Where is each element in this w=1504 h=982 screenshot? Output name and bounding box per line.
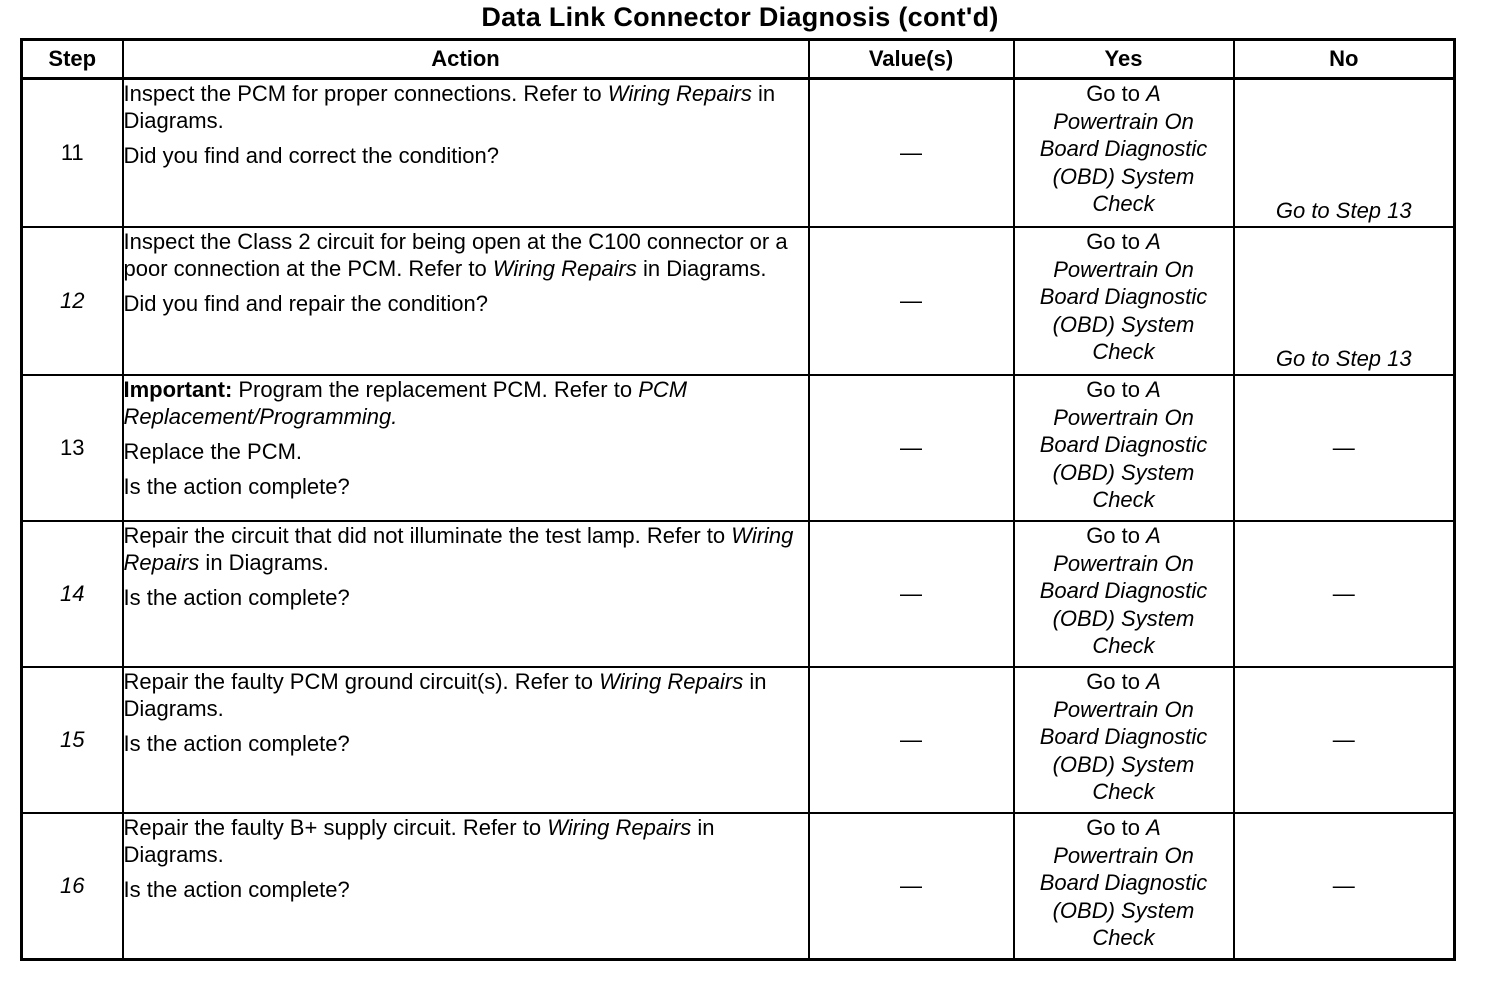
yes-cell	[1014, 227, 1234, 375]
text-run: Board Diagnostic	[1039, 578, 1208, 603]
text-run: Inspect the Class 2 circuit for being open at the C100 connector or a poor connection at the PCM. Refer to	[123, 229, 788, 281]
table-row	[22, 375, 1455, 521]
action-cell	[123, 227, 809, 375]
no-cell: —	[1234, 667, 1455, 813]
no-cell: —	[1234, 375, 1455, 521]
text-run: Board Diagnostic	[1039, 724, 1208, 749]
text-run: Did you find and correct the condition?	[123, 143, 499, 168]
yes-line	[1015, 577, 1233, 605]
text-run: Powertrain On	[1053, 404, 1194, 430]
text-run: in Diagrams.	[123, 815, 715, 867]
text-run: Is the action complete?	[123, 731, 350, 756]
page-title: Data Link Connector Diagnosis (cont'd)	[481, 2, 999, 32]
header-row	[22, 40, 1455, 79]
yes-line	[1015, 869, 1233, 897]
text-run: Wiring Repairs	[547, 815, 692, 840]
table-row	[22, 227, 1455, 375]
text-run: Is the action complete?	[123, 877, 350, 902]
text-run: Wiring Repairs	[492, 256, 637, 281]
text-run: Powertrain On	[1053, 696, 1194, 722]
action-paragraph	[124, 876, 808, 903]
step-number: 14	[22, 521, 123, 667]
value-cell: —	[809, 521, 1014, 667]
action-paragraph	[124, 376, 808, 430]
text-run: in Diagrams.	[199, 550, 329, 575]
yes-line	[1015, 778, 1233, 806]
text-run: (OBD) System	[1052, 751, 1195, 777]
action-paragraph	[124, 142, 808, 169]
text-run: A	[1146, 229, 1161, 254]
yes-line	[1015, 486, 1233, 514]
text-run: (OBD) System	[1052, 897, 1195, 923]
action-cell	[123, 521, 809, 667]
column-header-action: Action	[123, 40, 809, 79]
yes-cell	[1014, 667, 1234, 813]
action-cell	[123, 813, 809, 960]
action-paragraph	[124, 730, 808, 757]
column-header-step: Step	[22, 40, 123, 79]
yes-cell	[1014, 521, 1234, 667]
yes-line	[1015, 135, 1233, 163]
yes-line	[1015, 924, 1233, 952]
yes-line	[1015, 522, 1233, 550]
yes-line	[1015, 550, 1233, 578]
text-run: Is the action complete?	[123, 585, 350, 610]
text-run: Go to	[1086, 81, 1147, 106]
diagnosis-table	[20, 38, 1456, 961]
value-cell: —	[809, 79, 1014, 228]
yes-line	[1015, 897, 1233, 925]
text-run: (OBD) System	[1052, 163, 1195, 189]
step-number: 15	[22, 667, 123, 813]
text-run: Wiring Repairs	[123, 523, 794, 575]
text-run: in Diagrams.	[636, 256, 767, 281]
yes-line	[1015, 814, 1233, 842]
yes-line	[1015, 842, 1233, 870]
yes-line	[1015, 228, 1233, 256]
yes-line	[1015, 605, 1233, 633]
column-header-yes: Yes	[1014, 40, 1234, 79]
table-row	[22, 813, 1455, 960]
yes-line	[1015, 459, 1233, 487]
text-run: Powertrain On	[1053, 550, 1194, 576]
text-run: A	[1146, 377, 1161, 402]
text-run: A	[1146, 81, 1161, 106]
step-number: 13	[22, 375, 123, 521]
text-run: Check	[1092, 633, 1155, 658]
text-run: Wiring Repairs	[599, 669, 744, 694]
text-run: Repair the faulty B+ supply circuit. Refer to	[123, 815, 548, 840]
yes-cell	[1014, 375, 1234, 521]
yes-line	[1015, 163, 1233, 191]
text-run: Check	[1092, 779, 1155, 804]
yes-line	[1015, 338, 1233, 366]
value-cell: —	[809, 227, 1014, 375]
text-run: A	[1146, 815, 1161, 840]
text-run: Powertrain On	[1053, 256, 1194, 282]
text-run: Go to	[1086, 669, 1147, 694]
yes-line	[1015, 668, 1233, 696]
text-run: Powertrain On	[1053, 842, 1194, 868]
no-cell: Go to Step 13	[1234, 79, 1455, 228]
yes-line	[1015, 404, 1233, 432]
text-run: A	[1146, 523, 1161, 548]
action-paragraph	[124, 290, 808, 317]
step-number: 11	[22, 79, 123, 228]
yes-line	[1015, 431, 1233, 459]
action-cell	[123, 667, 809, 813]
text-run: PCM Replacement/Programming.	[123, 377, 688, 429]
text-run: Board Diagnostic	[1039, 284, 1208, 309]
text-run: Is the action complete?	[123, 474, 350, 499]
no-cell: Go to Step 13	[1234, 227, 1455, 375]
text-run: (OBD) System	[1052, 311, 1195, 337]
text-run: (OBD) System	[1052, 605, 1195, 631]
yes-line	[1015, 751, 1233, 779]
table-row	[22, 79, 1455, 228]
action-paragraph	[124, 473, 808, 500]
action-paragraph	[124, 584, 808, 611]
text-run: Go to	[1086, 377, 1147, 402]
text-run: Go to	[1086, 815, 1147, 840]
value-cell: —	[809, 375, 1014, 521]
text-run: Repair the circuit that did not illuminate the test lamp. Refer to	[123, 523, 732, 548]
yes-line	[1015, 190, 1233, 218]
yes-cell	[1014, 79, 1234, 228]
column-header-no: No	[1234, 40, 1455, 79]
table-row	[22, 667, 1455, 813]
text-run: Repair the faulty PCM ground circuit(s). Refer to	[123, 669, 600, 694]
text-run: in Diagrams.	[123, 669, 767, 721]
text-run: Program the replacement PCM. Refer to	[232, 377, 639, 402]
no-cell: —	[1234, 521, 1455, 667]
text-run: A	[1146, 669, 1161, 694]
yes-line	[1015, 632, 1233, 660]
yes-line	[1015, 108, 1233, 136]
value-cell: —	[809, 667, 1014, 813]
text-run: Go to	[1086, 523, 1147, 548]
text-run: Check	[1092, 925, 1155, 950]
yes-cell	[1014, 813, 1234, 960]
text-run: Inspect the PCM for proper connections. Refer to	[123, 81, 608, 106]
text-run: Check	[1092, 339, 1155, 364]
text-run: Check	[1092, 487, 1155, 512]
action-paragraph	[124, 228, 808, 282]
action-paragraph	[124, 438, 808, 465]
text-run: in Diagrams.	[123, 81, 776, 133]
action-paragraph	[124, 814, 808, 868]
text-run: Board Diagnostic	[1039, 432, 1208, 457]
no-cell: —	[1234, 813, 1455, 960]
yes-line	[1015, 311, 1233, 339]
action-paragraph	[124, 80, 808, 134]
step-number: 16	[22, 813, 123, 960]
text-run: (OBD) System	[1052, 459, 1195, 485]
action-cell	[123, 375, 809, 521]
step-number: 12	[22, 227, 123, 375]
text-run: Wiring Repairs	[607, 81, 752, 106]
text-run: Check	[1092, 191, 1155, 216]
yes-line	[1015, 283, 1233, 311]
action-cell	[123, 79, 809, 228]
text-run: Replace the PCM.	[123, 439, 303, 464]
table-row	[22, 521, 1455, 667]
yes-line	[1015, 696, 1233, 724]
yes-line	[1015, 256, 1233, 284]
yes-line	[1015, 80, 1233, 108]
text-run: Board Diagnostic	[1039, 870, 1208, 895]
column-header-values: Value(s)	[809, 40, 1014, 79]
yes-line	[1015, 376, 1233, 404]
yes-line	[1015, 723, 1233, 751]
text-run: Board Diagnostic	[1039, 136, 1208, 161]
value-cell: —	[809, 813, 1014, 960]
action-paragraph	[124, 522, 808, 576]
text-run: Go to	[1086, 229, 1147, 254]
text-run: Important:	[123, 377, 233, 402]
table-body	[22, 79, 1455, 960]
text-run: Powertrain On	[1053, 108, 1194, 134]
text-run: Did you find and repair the condition?	[123, 291, 488, 316]
action-paragraph	[124, 668, 808, 722]
